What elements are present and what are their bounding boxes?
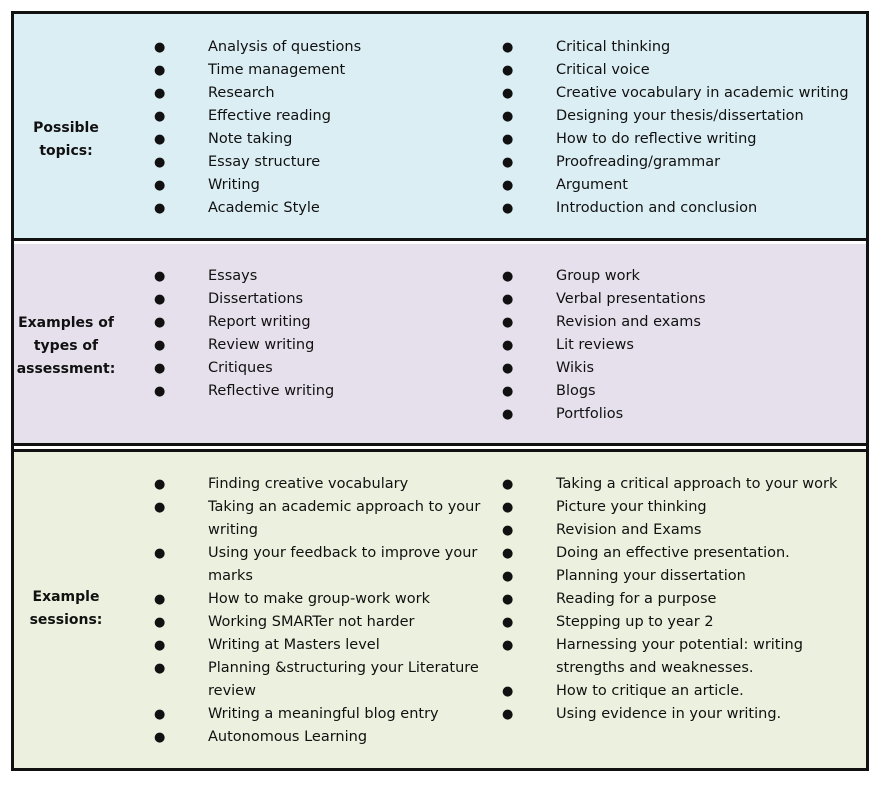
topics-table (11, 11, 869, 771)
assessment-types-right-list (502, 265, 864, 426)
possible-topics-label: Possible topics: (33, 120, 99, 159)
bullet-icon: ● (154, 201, 166, 216)
bullet-icon: ● (502, 132, 514, 147)
list-item: ● Taking an academic approach to your writing (154, 496, 484, 542)
bullet-icon: ● (154, 269, 166, 284)
bullet-icon: ● (154, 132, 166, 147)
list-item: ● Designing your thesis/dissertation (502, 105, 864, 128)
list-item: ● Picture your thinking (502, 496, 864, 519)
bullet-icon: ● (502, 638, 514, 653)
list-item: ● Planning &structuring your Literature review (154, 657, 484, 703)
bullet-icon: ● (154, 86, 166, 101)
list-item: ● Revision and Exams (502, 519, 864, 542)
bullet-icon: ● (154, 361, 166, 376)
bullet-icon: ● (502, 315, 514, 330)
list-item: ● Working SMARTer not harder (154, 611, 484, 634)
list-item: ● Creative vocabulary in academic writing (502, 82, 864, 105)
bullet-icon: ● (502, 615, 514, 630)
list-item: ● Autonomous Learning (154, 726, 484, 749)
list-item: ● Report writing (154, 311, 484, 334)
bullet-icon: ● (502, 500, 514, 515)
list-item: ● Blogs (502, 380, 864, 403)
possible-topics-row (14, 14, 866, 241)
bullet-icon: ● (154, 615, 166, 630)
list-item: ● Harnessing your potential: writing strengths and weaknesses. (502, 634, 826, 680)
bullet-icon: ● (502, 86, 514, 101)
list-item: ● Review writing (154, 334, 484, 357)
bullet-icon: ● (154, 500, 166, 515)
list-item: ● Research (154, 82, 484, 105)
list-item: ● Argument (502, 174, 864, 197)
assessment-types-label: Examples of types of assessment: (16, 315, 116, 377)
bullet-icon: ● (502, 201, 514, 216)
list-item: ● Portfolios (502, 403, 864, 426)
bullet-icon: ● (154, 63, 166, 78)
list-item: ● Planning your dissertation (502, 565, 864, 588)
bullet-icon: ● (502, 523, 514, 538)
bullet-icon: ● (502, 361, 514, 376)
list-item: ● Writing at Masters level (154, 634, 484, 657)
bullet-icon: ● (154, 292, 166, 307)
list-item: ● How to do reflective writing (502, 128, 864, 151)
bullet-icon: ● (502, 269, 514, 284)
example-sessions-label: Example sessions: (29, 589, 103, 628)
list-item: ● Taking a critical approach to your work (502, 473, 864, 496)
bullet-icon: ● (502, 407, 514, 422)
bullet-icon: ● (154, 384, 166, 399)
list-item: ● Essays (154, 265, 484, 288)
list-item: ● Using evidence in your writing. (502, 703, 864, 726)
list-item: ● Effective reading (154, 105, 484, 128)
bullet-icon: ● (154, 592, 166, 607)
bullet-icon: ● (502, 592, 514, 607)
bullet-icon: ● (154, 178, 166, 193)
list-item: ● Writing a meaningful blog entry (154, 703, 484, 726)
bullet-icon: ● (154, 155, 166, 170)
assessment-types-row (14, 244, 866, 446)
list-item: ● Note taking (154, 128, 484, 151)
bullet-icon: ● (502, 292, 514, 307)
bullet-icon: ● (154, 109, 166, 124)
list-item: ● How to make group-work work (154, 588, 484, 611)
assessment-types-left-list (154, 265, 484, 403)
list-item: ● Doing an effective presentation. (502, 542, 864, 565)
bullet-icon: ● (502, 684, 514, 699)
list-item: ● Finding creative vocabulary (154, 473, 484, 496)
list-item: ● Verbal presentations (502, 288, 864, 311)
bullet-icon: ● (502, 40, 514, 55)
list-item: ● Reflective writing (154, 380, 484, 403)
bullet-icon: ● (502, 109, 514, 124)
list-item: ● Writing (154, 174, 484, 197)
list-item: ● Reading for a purpose (502, 588, 864, 611)
possible-topics-left-list (154, 36, 484, 220)
list-item: ● Lit reviews (502, 334, 864, 357)
list-item: ● Proofreading/grammar (502, 151, 864, 174)
list-item: ● Analysis of questions (154, 36, 484, 59)
bullet-icon: ● (502, 477, 514, 492)
list-item: ● Group work (502, 265, 864, 288)
bullet-icon: ● (502, 546, 514, 561)
bullet-icon: ● (154, 338, 166, 353)
bullet-icon: ● (502, 155, 514, 170)
bullet-icon: ● (154, 477, 166, 492)
example-sessions-row (14, 449, 866, 768)
list-item: ● Wikis (502, 357, 864, 380)
possible-topics-right-list (502, 36, 864, 220)
list-item: ● Essay structure (154, 151, 484, 174)
bullet-icon: ● (154, 546, 166, 561)
bullet-icon: ● (502, 63, 514, 78)
example-sessions-left-list (154, 473, 484, 749)
bullet-icon: ● (502, 569, 514, 584)
list-item: ● Revision and exams (502, 311, 864, 334)
list-item: ● Academic Style (154, 197, 484, 220)
example-sessions-right-list (502, 473, 864, 726)
bullet-icon: ● (502, 707, 514, 722)
list-item: ● Introduction and conclusion (502, 197, 864, 220)
list-item: ● Using your feedback to improve your marks (154, 542, 484, 588)
bullet-icon: ● (502, 384, 514, 399)
bullet-icon: ● (154, 315, 166, 330)
list-item: ● Time management (154, 59, 484, 82)
list-item: ● Critical voice (502, 59, 864, 82)
bullet-icon: ● (154, 661, 166, 676)
bullet-icon: ● (154, 638, 166, 653)
list-item: ● Stepping up to year 2 (502, 611, 864, 634)
bullet-icon: ● (154, 707, 166, 722)
list-item: ● Dissertations (154, 288, 484, 311)
list-item: ● Critical thinking (502, 36, 864, 59)
bullet-icon: ● (502, 338, 514, 353)
list-item: ● How to critique an article. (502, 680, 864, 703)
bullet-icon: ● (502, 178, 514, 193)
bullet-icon: ● (154, 40, 166, 55)
bullet-icon: ● (154, 730, 166, 745)
list-item: ● Critiques (154, 357, 484, 380)
